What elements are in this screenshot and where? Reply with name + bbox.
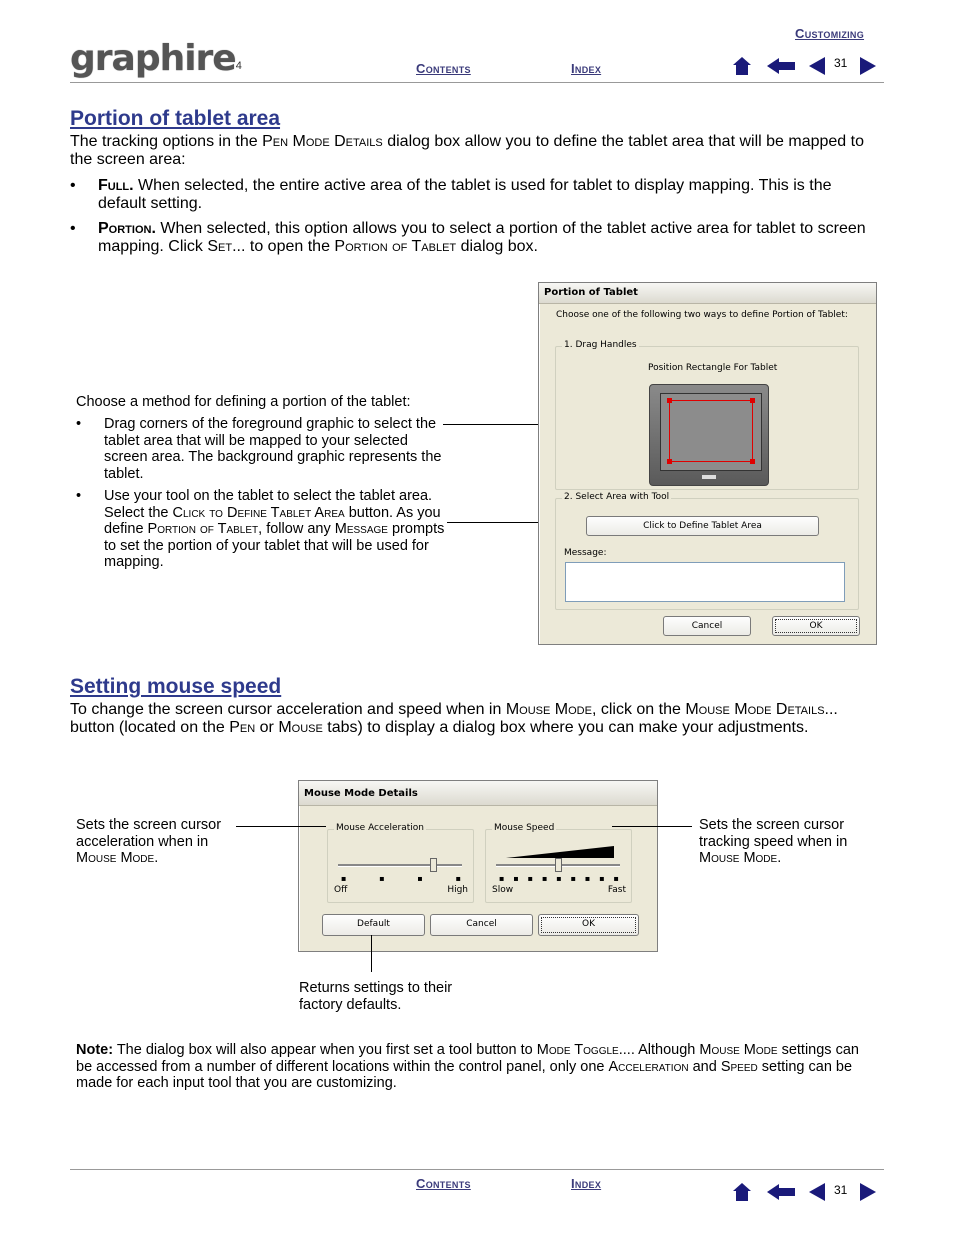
mouse-speed-intro: To change the screen cursor acceleration and speed when in Mouse Mode, click on the Mouse Mode Details... button (located on the Pen or Mouse tabs) to display a dialog box where you can make your adjustments. bbox=[70, 701, 838, 736]
acceleration-min-label: Off bbox=[334, 885, 348, 895]
tablet-button bbox=[702, 475, 716, 479]
footer-prev-page-icon[interactable] bbox=[809, 1183, 825, 1201]
callout-default-leader bbox=[371, 935, 372, 972]
acceleration-track bbox=[338, 864, 462, 867]
footer-next-page-icon[interactable] bbox=[860, 1183, 876, 1201]
page-number: 31 bbox=[834, 56, 848, 70]
footer-index-link[interactable]: Index bbox=[571, 1176, 602, 1191]
callout-default: Returns settings to their factory defaults. bbox=[299, 980, 453, 1013]
portion-cancel-button[interactable]: Cancel bbox=[663, 616, 751, 636]
bullet-portion: • Portion. When selected, this option allows you to select a portion of the tablet active area for tablet to screen mapping. Click Set... to open the Portion of Tablet dialog box. bbox=[70, 220, 866, 255]
select-area-group: 2. Select Area with Tool Click to Define Tablet Area Message: bbox=[555, 498, 859, 610]
tablet-graphic bbox=[649, 384, 769, 486]
mouse-cancel-button[interactable]: Cancel bbox=[430, 914, 533, 936]
mouse-dialog-title: Mouse Mode Details bbox=[299, 781, 657, 806]
handle-top-right[interactable] bbox=[750, 398, 755, 403]
message-box bbox=[565, 562, 845, 602]
handle-top-left[interactable] bbox=[667, 398, 672, 403]
mouse-ok-button[interactable]: OK bbox=[538, 914, 639, 936]
home-icon[interactable] bbox=[732, 56, 752, 76]
header-rule bbox=[70, 82, 884, 83]
callout-speed: Sets the screen cursor tracking speed when in Mouse Mode. bbox=[699, 817, 848, 866]
mouse-speed-heading: Setting mouse speed bbox=[70, 675, 282, 698]
footer-contents-link[interactable]: Contents bbox=[416, 1176, 471, 1191]
callout-acceleration: Sets the screen cursor acceleration when in Mouse Mode. bbox=[76, 817, 222, 866]
portion-instruction: Choose one of the following two ways to define Portion of Tablet: bbox=[556, 310, 848, 320]
contents-link[interactable]: Contents bbox=[416, 61, 471, 76]
mouse-mode-dialog bbox=[298, 780, 658, 952]
portion-heading: Portion of tablet area bbox=[70, 107, 281, 130]
default-button[interactable]: Default bbox=[322, 914, 425, 936]
acceleration-ticks: ▪ ▪ ▪ ▪ bbox=[341, 874, 461, 883]
footer-rule bbox=[70, 1169, 884, 1170]
note: Note: The dialog box will also appear when you first set a tool button to Mode Toggle.... Although Mouse Mode settings can be accessed from a number of different locations within the control panel, only one Acceleration and Speed setting can be made for each input tool that you are customizing. bbox=[76, 1042, 859, 1091]
acceleration-group: Mouse Acceleration ▪ ▪ ▪ ▪ Off High bbox=[327, 829, 474, 903]
footer-back-icon[interactable] bbox=[767, 1184, 795, 1200]
callout-speed-leader bbox=[612, 826, 692, 827]
portion-ok-button[interactable]: OK bbox=[772, 616, 860, 636]
callout1-lead: Choose a method for defining a portion of the tablet: bbox=[76, 394, 411, 410]
footer-page-number: 31 bbox=[834, 1183, 848, 1197]
bullet-full: • Full. When selected, the entire active area of the tablet is used for tablet to display mapping. This is the default setting. bbox=[70, 177, 832, 212]
logo-text: graphire bbox=[70, 38, 236, 79]
footer-home-icon[interactable] bbox=[732, 1182, 752, 1202]
speed-slider-thumb[interactable] bbox=[555, 858, 562, 872]
speed-ramp-icon bbox=[506, 846, 614, 858]
back-icon[interactable] bbox=[767, 58, 795, 74]
acceleration-slider-thumb[interactable] bbox=[430, 858, 437, 872]
message-label: Message: bbox=[564, 548, 607, 558]
portion-intro: The tracking options in the Pen Mode Details dialog box allow you to define the tablet area that will be mapped to the screen area: bbox=[70, 133, 864, 168]
handle-bottom-left[interactable] bbox=[667, 459, 672, 464]
index-link[interactable]: Index bbox=[571, 61, 602, 76]
portion-dialog bbox=[538, 282, 877, 645]
speed-min-label: Slow bbox=[492, 885, 514, 895]
speed-group: Mouse Speed ▪ ▪ ▪ ▪ ▪ ▪ ▪ ▪ ▪ Slow Fast bbox=[485, 829, 632, 903]
callout1-item2: • Use your tool on the tablet to select the tablet area. Select the Click to Define Tablet Area button. As you define Portion of Tablet, follow any Message prompts to set the portion of your tablet that will be used for mapping. bbox=[76, 488, 445, 570]
acceleration-max-label: High bbox=[447, 885, 468, 895]
rect-label: Position Rectangle For Tablet bbox=[648, 363, 778, 373]
speed-ticks: ▪ ▪ ▪ ▪ ▪ ▪ ▪ ▪ ▪ bbox=[499, 874, 619, 883]
define-tablet-area-button[interactable]: Click to Define Tablet Area bbox=[586, 516, 819, 536]
handle-bottom-right[interactable] bbox=[750, 459, 755, 464]
logo-sub: 4 bbox=[235, 60, 242, 72]
prev-page-icon[interactable] bbox=[809, 57, 825, 75]
callout1-item1: • Drag corners of the foreground graphic to select the tablet area that will be mapped to your selected screen area. The background graphic represents the tablet. bbox=[76, 416, 442, 482]
section-link[interactable]: Customizing bbox=[795, 26, 865, 41]
drag-handles-group: 1. Drag Handles Position Rectangle For Tablet bbox=[555, 346, 859, 490]
next-page-icon[interactable] bbox=[860, 57, 876, 75]
portion-dialog-title: Portion of Tablet bbox=[539, 283, 876, 304]
portion-rectangle[interactable] bbox=[669, 400, 753, 462]
graphire-logo bbox=[70, 38, 242, 80]
callout-acceleration-leader bbox=[236, 826, 326, 827]
speed-max-label: Fast bbox=[607, 885, 626, 895]
